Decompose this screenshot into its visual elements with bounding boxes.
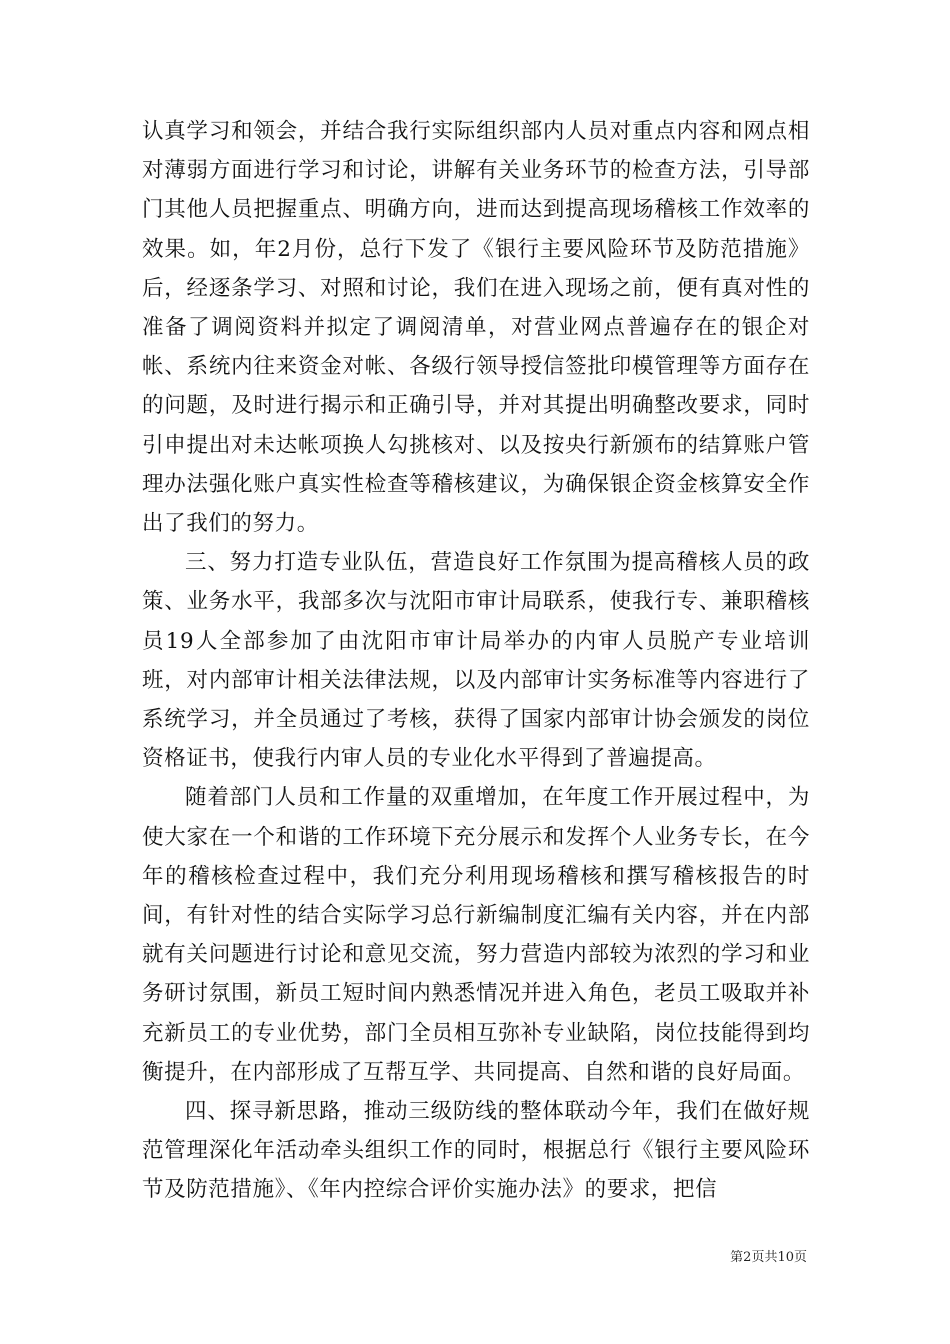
paragraph-4: 四、探寻新思路，推动三级防线的整体联动今年，我们在做好规范管理深化年活动牵头组织工作的同时，根据总行《银行主要风险环节及防范措施》、《年内控综合评价实施办法》的要求，把信: [142, 1099, 810, 1203]
paragraph-1: 认真学习和领会，并结合我行实际组织部内人员对重点内容和网点相对薄弱方面进行学习和讨论，讲解有关业务环节的检查方法，引导部门其他人员把握重点、明确方向，进而达到提高现场稽核工作效率的效果。如，年2月份，总行下发了《银行主要风险环节及防范措施》后，经逐条学习、对照和讨论，我们在进入现场之前，便有真对性的准备了调阅资料并拟定了调阅清单，对营业网点普遍存在的银企对帐、系统内往来资金对帐、各级行领导授信签批印模管理等方面存在的问题，及时进行揭示和正确引导，并对其提出明确整改要求，同时引申提出对未达帐项换人勾挑核对、以及按央行新颁布的结算账户管理办法强化账户真实性检查等稽核建议，为确保银企资金核算安全作出了我们的努力。: [142, 119, 810, 537]
page-number: 第2页共10页: [730, 1250, 807, 1265]
paragraph-2: 三、努力打造专业队伍，营造良好工作氛围为提高稽核人员的政策、业务水平，我部多次与沈阳市审计局联系，使我行专、兼职稽核员19人全部参加了由沈阳市审计局举办的内审人员脱产专业培训班，对内部审计相关法律法规，以及内部审计实务标准等内容进行了系统学习，并全员通过了考核，获得了国家内部审计协会颁发的岗位资格证书，使我行内审人员的专业化水平得到了普遍提高。: [142, 550, 810, 772]
paragraph-3: 随着部门人员和工作量的双重增加，在年度工作开展过程中，为使大家在一个和谐的工作环境下充分展示和发挥个人业务专长，在今年的稽核检查过程中，我们充分利用现场稽核和撰写稽核报告的时间，有针对性的结合实际学习总行新编制度汇编有关内容，并在内部就有关问题进行讨论和意见交流，努力营造内部较为浓烈的学习和业务研讨氛围，新员工短时间内熟悉情况并进入角色，老员工吸取并补充新员工的专业优势，部门全员相互弥补专业缺陷，岗位技能得到均衡提升，在内部形成了互帮互学、共同提高、自然和谐的良好局面。: [142, 785, 810, 1085]
document-body: [142, 112, 810, 1210]
